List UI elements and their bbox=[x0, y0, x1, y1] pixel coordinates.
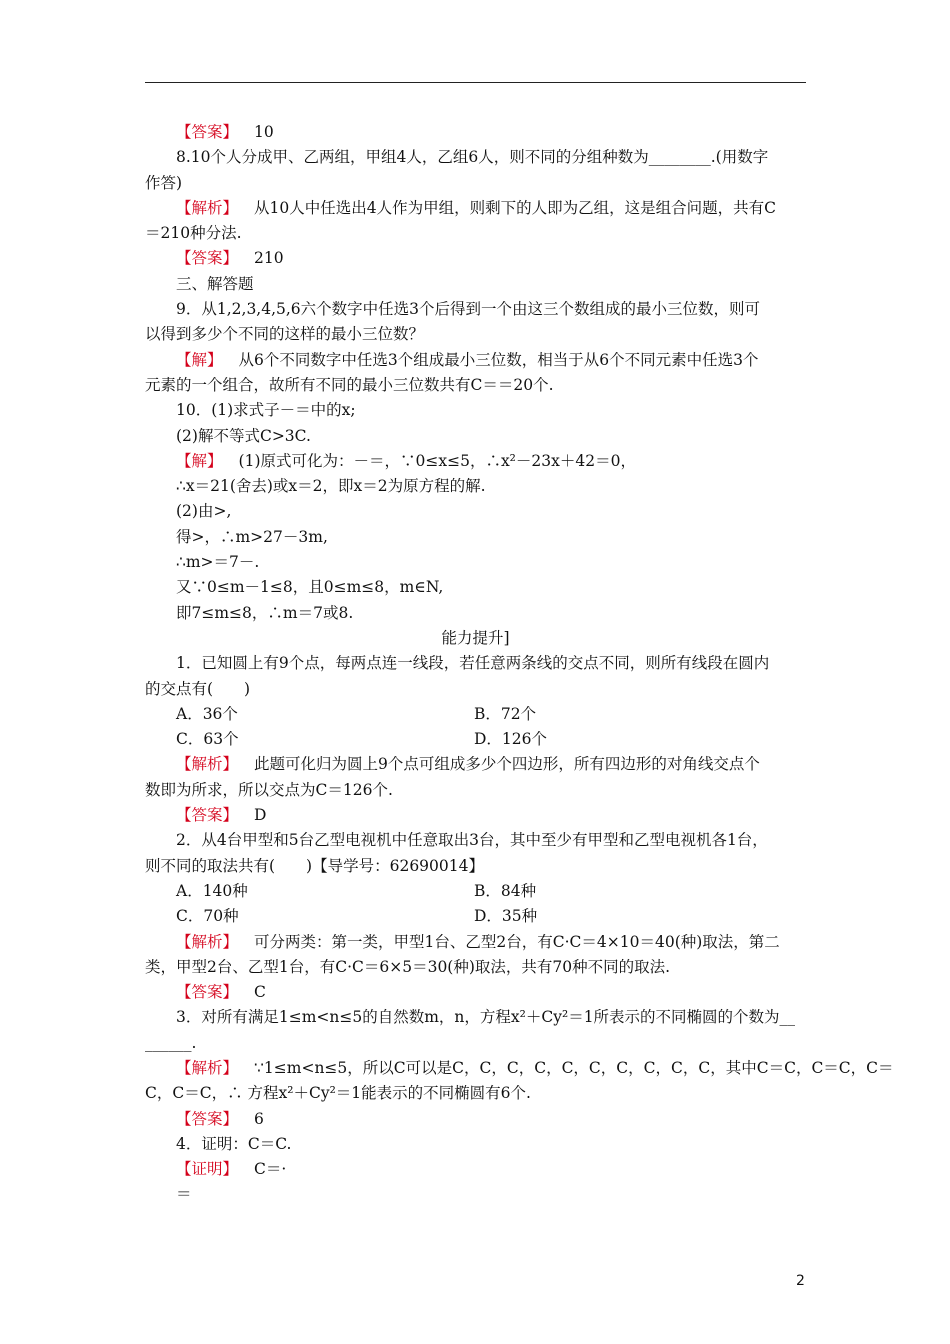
text-line bbox=[145, 677, 806, 702]
line-text: ＝ bbox=[176, 1185, 192, 1204]
section-tag: 【 答案 】 bbox=[176, 806, 238, 824]
line-text: ∵1≤m<n≤5，所以C可以是C，C，C，C，C，C，C，C，C，C，其中C＝C，C＝C，C＝ bbox=[254, 1058, 894, 1077]
text-line bbox=[145, 246, 806, 271]
line-text: ＝210种分法. bbox=[145, 224, 242, 243]
line-text: 1．已知圆上有9个点，每两点连一线段，若任意两条线的交点不同，则所有线段在圆内 bbox=[176, 654, 770, 673]
text-line bbox=[145, 727, 806, 752]
text-line bbox=[145, 854, 806, 879]
section-tag: 【 答案 】 bbox=[176, 983, 238, 1001]
line-text: 从10人中任选出4人作为甲组，则剩下的人即为乙组，这是组合问题，共有C bbox=[254, 198, 776, 217]
text-line bbox=[145, 930, 806, 955]
line-text: 此题可化归为圆上9个点可组成多少个四边形，所有四边形的对角线交点个 bbox=[254, 755, 760, 774]
line-text: 10 bbox=[254, 123, 274, 141]
text-line bbox=[145, 904, 806, 929]
line-text: (2)由>, bbox=[176, 502, 232, 521]
header-rule bbox=[145, 82, 806, 83]
line-text: 2．从4台甲型和5台乙型电视机中任意取出3台，其中至少有甲型和乙型电视机各1台， bbox=[176, 831, 768, 850]
text-line bbox=[145, 449, 806, 474]
line-text: C＝· bbox=[254, 1160, 287, 1179]
text-line bbox=[145, 322, 806, 347]
line-text: 三、解答题 bbox=[176, 274, 254, 293]
text-line bbox=[145, 626, 806, 651]
text-line bbox=[145, 1056, 894, 1081]
text-line bbox=[145, 803, 806, 828]
option-right: D．126个 bbox=[474, 730, 548, 749]
text-line bbox=[145, 373, 806, 398]
section-tag: 【 解析 】 bbox=[176, 755, 238, 773]
text-line bbox=[145, 1031, 806, 1056]
line-text: 则不同的取法共有( )【导学号：62690014】 bbox=[145, 856, 484, 875]
line-text: D bbox=[254, 806, 267, 825]
line-text: 元素的一个组合，故所有不同的最小三位数共有C＝＝20个. bbox=[145, 375, 554, 394]
section-tag: 【 证明 】 bbox=[176, 1160, 238, 1178]
line-text: 8.10个人分成甲、乙两组，甲组4人，乙组6人，则不同的分组种数为________.(用数字 bbox=[176, 148, 769, 167]
line-text: 6 bbox=[254, 1109, 264, 1128]
line-text: 3．对所有满足1≤m<n≤5的自然数m，n，方程x²＋Cy²＝1所表示的不同椭圆的个数为__ bbox=[176, 1008, 796, 1027]
text-line bbox=[145, 272, 806, 297]
line-text: 数即为所求，所以交点为C＝126个. bbox=[145, 780, 393, 799]
section-tag: 【 答案 】 bbox=[176, 123, 238, 141]
text-line bbox=[145, 651, 806, 676]
line-text: 10．(1)求式子－＝中的x; bbox=[176, 401, 356, 420]
section-tag: 【 答案 】 bbox=[176, 1110, 238, 1128]
text-line bbox=[145, 955, 806, 980]
line-text: ______. bbox=[145, 1033, 197, 1052]
section-tag: 【 解析 】 bbox=[176, 199, 238, 217]
text-line bbox=[145, 348, 806, 373]
text-line bbox=[145, 145, 806, 170]
text-line bbox=[145, 778, 806, 803]
option-left: A．140种 bbox=[176, 881, 248, 900]
text-line bbox=[145, 1132, 806, 1157]
section-tag: 【 解 】 bbox=[176, 351, 223, 369]
line-text: 可分两类：第一类，甲型1台、乙型2台，有C·C＝4×10＝40(种)取法，第二 bbox=[254, 932, 780, 951]
option-left: A．36个 bbox=[176, 704, 238, 723]
line-text: C bbox=[254, 983, 266, 1002]
text-line bbox=[145, 1081, 806, 1106]
text-line bbox=[145, 1157, 806, 1182]
text-line bbox=[145, 752, 806, 777]
page-number: 2 bbox=[796, 1273, 805, 1289]
section-tag: 【 解析 】 bbox=[176, 933, 238, 951]
option-right: B．84种 bbox=[474, 881, 537, 900]
line-text: 210 bbox=[254, 249, 284, 268]
text-line bbox=[145, 398, 806, 423]
line-text: (1)原式可化为：－＝，∵0≤x≤5，∴x²－23x＋42＝0， bbox=[238, 451, 636, 470]
line-text: 从6个不同数字中任选3个组成最小三位数，相当于从6个不同元素中任选3个 bbox=[238, 350, 759, 369]
document-body bbox=[145, 120, 894, 1208]
text-line bbox=[145, 120, 806, 145]
section-tag: 【 解析 】 bbox=[176, 1059, 238, 1077]
line-text: ∴x＝21(舍去)或x＝2，即x＝2为原方程的解. bbox=[176, 477, 486, 496]
line-text: 类，甲型2台、乙型1台，有C·C＝6×5＝30(种)取法，共有70种不同的取法. bbox=[145, 957, 671, 976]
line-text: 以得到多少个不同的这样的最小三位数？ bbox=[145, 325, 425, 344]
text-line bbox=[145, 980, 806, 1005]
section-tag: 【 答案 】 bbox=[176, 249, 238, 267]
line-text: C，C＝C，∴ 方程x²＋Cy²＝1能表示的不同椭圆有6个. bbox=[145, 1084, 531, 1103]
line-text: 的交点有( ) bbox=[145, 679, 251, 698]
text-line bbox=[145, 297, 806, 322]
text-line bbox=[145, 525, 806, 550]
text-line bbox=[145, 879, 806, 904]
line-text: (2)解不等式C>3C. bbox=[176, 426, 311, 445]
line-text: ∴m>＝7－. bbox=[176, 553, 260, 572]
text-line bbox=[145, 1107, 806, 1132]
text-line bbox=[145, 196, 806, 221]
text-line bbox=[145, 550, 806, 575]
text-line bbox=[145, 575, 806, 600]
text-line bbox=[145, 1182, 806, 1207]
option-right: D．35种 bbox=[474, 907, 538, 926]
text-line bbox=[145, 221, 806, 246]
text-line bbox=[145, 474, 806, 499]
line-text: 作答) bbox=[145, 173, 183, 192]
text-line bbox=[145, 171, 806, 196]
line-text: 能力提升] bbox=[441, 628, 510, 647]
line-text: 得>，∴m>27－3m, bbox=[176, 527, 328, 546]
text-line bbox=[145, 499, 806, 524]
option-left: C．63个 bbox=[176, 730, 239, 749]
line-text: 9．从1,2,3,4,5,6六个数字中任选3个后得到一个由这三个数组成的最小三位数，则可 bbox=[176, 300, 761, 319]
text-line bbox=[145, 1005, 806, 1030]
section-tag: 【 解 】 bbox=[176, 452, 223, 470]
text-line bbox=[145, 424, 806, 449]
text-line bbox=[145, 601, 806, 626]
line-text: 4．证明：C＝C. bbox=[176, 1134, 292, 1153]
line-text: 又∵0≤m－1≤8，且0≤m≤8，m∈N, bbox=[176, 578, 444, 597]
option-left: C．70种 bbox=[176, 907, 239, 926]
text-line bbox=[145, 828, 806, 853]
text-line bbox=[145, 702, 806, 727]
option-right: B．72个 bbox=[474, 704, 537, 723]
line-text: 即7≤m≤8，∴m＝7或8. bbox=[176, 603, 354, 622]
